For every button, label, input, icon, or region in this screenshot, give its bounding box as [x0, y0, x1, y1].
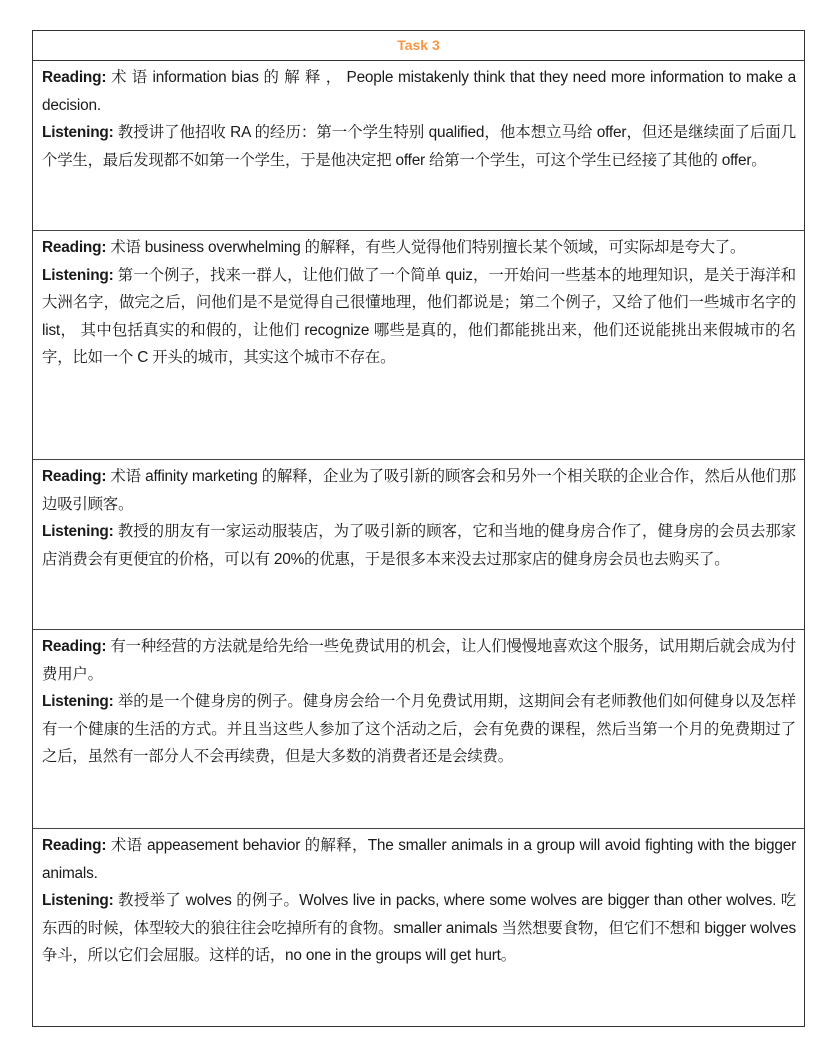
- listening-paragraph: [42, 688, 796, 771]
- listening-text: 第一个例子，找来一群人，让他们做了一个简单 quiz，一开始问一些基本的地理知识，是关于海洋和大洲名字，做完之后，问他们是不是觉得自己很懂地理，他们都说是；第二个例子，又给了他们一些城市名字的 list， 其中包括真实的和假的，让他们 recognize 哪些是真的，他们都能挑出来，他们还说能挑出来假城市的名字，比如一个 C 开头的城市，其实这个城市不存在。: [42, 266, 796, 366]
- listening-paragraph: [42, 119, 796, 174]
- listening-label: Listening:: [42, 523, 114, 540]
- reading-paragraph: [42, 64, 796, 119]
- listening-paragraph: [42, 262, 796, 372]
- listening-label: Listening:: [42, 693, 114, 710]
- table-row: [33, 231, 804, 460]
- reading-label: Reading:: [42, 468, 107, 485]
- listening-paragraph: [42, 518, 796, 573]
- task-table: [32, 30, 805, 1027]
- table-row: [33, 630, 804, 829]
- reading-label: Reading:: [42, 638, 107, 655]
- reading-text: 术语 affinity marketing 的解释，企业为了吸引新的顾客会和另外一个相关联的企业合作，然后从他们那边吸引顾客。: [42, 468, 796, 513]
- table-row: [33, 460, 804, 630]
- listening-text: 举的是一个健身房的例子。健身房会给一个月免费试用期，这期间会有老师教他们如何健身以及怎样有一个健康的生活的方式。并且当这些人参加了这个活动之后，会有免费的课程，然后当第一个月的免费期过了之后，虽然有一部分人不会再续费，但是大多数的消费者还是会续费。: [42, 693, 796, 765]
- table-title: Task 3: [33, 31, 804, 61]
- reading-paragraph: [42, 832, 796, 887]
- listening-text: 教授举了 wolves 的例子。Wolves live in packs, where some wolves are bigger than other wolves. 吃东西的时候，体型较大的狼往往会吃掉所有的食物。smaller animals 当然想要食物，但它们不想和 bigger wolves 争斗，所以它们会屈服。这样的话，no one in the groups will get hurt。: [42, 892, 796, 964]
- table-row: [33, 829, 804, 1026]
- listening-text: 教授的朋友有一家运动服装店，为了吸引新的顾客，它和当地的健身房合作了，健身房的会员去那家店消费会有更便宜的价格，可以有 20%的优惠，于是很多本来没去过那家店的健身房会员也去购买了。: [42, 523, 796, 568]
- listening-label: Listening:: [42, 266, 114, 284]
- reading-text: 术语 appeasement behavior 的解释，The smaller animals in a group will avoid fighting with the bigger animals.: [42, 837, 796, 882]
- listening-text: 教授讲了他招收 RA 的经历：第一个学生特别 qualified，他本想立马给 offer，但还是继续面了后面几个学生，最后发现都不如第一个学生，于是他决定把 offer 给第一个学生，可这个学生已经接了其他的 offer。: [42, 124, 796, 169]
- listening-label: Listening:: [42, 124, 114, 141]
- reading-paragraph: [42, 633, 796, 688]
- reading-paragraph: [42, 463, 796, 518]
- reading-text: 有一种经营的方法就是给先给一些免费试用的机会，让人们慢慢地喜欢这个服务，试用期后就会成为付费用户。: [42, 638, 796, 683]
- listening-label: Listening:: [42, 892, 114, 909]
- listening-paragraph: [42, 887, 796, 970]
- reading-paragraph: [42, 234, 796, 262]
- reading-label: Reading:: [42, 69, 107, 86]
- table-row: [33, 61, 804, 231]
- reading-label: Reading:: [42, 239, 107, 256]
- reading-text: 术语 business overwhelming 的解释，有些人觉得他们特别擅长某个领域，可实际却是夸大了。: [106, 239, 746, 256]
- reading-label: Reading:: [42, 837, 107, 854]
- reading-text: 术 语 information bias 的 解 释 ， People mistakenly think that they need more information to make a decision.: [42, 69, 796, 114]
